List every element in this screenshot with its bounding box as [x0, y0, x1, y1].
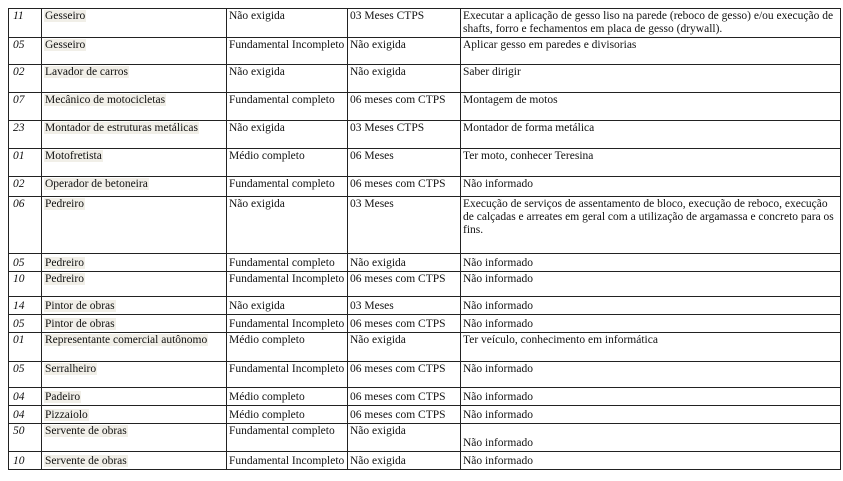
vacancies-cell — [9, 315, 42, 333]
experience-text: Não exigida — [350, 455, 406, 467]
experience-text: Não exigida — [350, 257, 406, 269]
vacancies-cell — [9, 362, 42, 388]
schooling-text: Fundamental Incompleto — [229, 273, 345, 285]
vacancies-cell — [9, 452, 42, 470]
experience-text: 06 meses com CTPS — [350, 318, 446, 330]
table-row — [9, 362, 841, 388]
schooling-text: Médio completo — [229, 391, 305, 403]
schooling-text: Fundamental Incompleto — [229, 39, 345, 51]
experience-cell — [348, 362, 461, 388]
vacancies-cell — [9, 38, 42, 65]
experience-cell — [348, 406, 461, 424]
schooling-text: Fundamental Incompleto — [229, 318, 345, 330]
duties-cell — [461, 452, 841, 470]
experience-text: Não exigida — [350, 334, 406, 346]
occupation-text: Gesseiro — [45, 10, 86, 22]
experience-cell — [348, 9, 461, 38]
occupation-text: Motofretista — [45, 150, 102, 162]
experience-text: 06 meses com CTPS — [350, 391, 446, 403]
duties-text: Montador de forma metálica — [463, 122, 595, 134]
vacancies-cell — [9, 65, 42, 93]
schooling-text: Não exigida — [229, 198, 285, 210]
occupation-text: Pedreiro — [45, 198, 84, 210]
experience-cell — [348, 315, 461, 333]
duties-cell — [461, 177, 841, 197]
schooling-cell — [227, 93, 348, 121]
occupation-cell — [42, 149, 227, 177]
experience-text: 03 Meses — [350, 198, 394, 210]
occupation-cell — [42, 388, 227, 406]
job-vacancies-table — [8, 8, 841, 470]
occupation-cell — [42, 177, 227, 197]
vacancies-cell — [9, 388, 42, 406]
duties-text: Não informado — [463, 273, 533, 285]
table-row — [9, 177, 841, 197]
vacancies-text: 05 — [13, 257, 25, 269]
duties-text: Execução de serviços de assentamento de bloco, execução de reboco, execução de calçadas e arreates em geral com a utilização de argamassa e concreto para os fins. — [463, 198, 834, 236]
vacancies-text: 02 — [13, 178, 25, 190]
schooling-cell — [227, 177, 348, 197]
duties-text: Montagem de motos — [463, 94, 558, 106]
schooling-text: Médio completo — [229, 150, 305, 162]
schooling-cell — [227, 333, 348, 362]
duties-cell — [461, 254, 841, 272]
occupation-text: Mecânico de motocicletas — [45, 94, 166, 106]
table-row — [9, 254, 841, 272]
duties-cell — [461, 406, 841, 424]
duties-text: Ter veículo, conhecimento em informática — [463, 334, 658, 346]
experience-text: Não exigida — [350, 39, 406, 51]
duties-text: Não informado — [463, 363, 533, 375]
duties-cell — [461, 424, 841, 452]
duties-text: Não informado — [463, 437, 533, 449]
table-row — [9, 452, 841, 470]
duties-text: Não informado — [463, 409, 533, 421]
schooling-cell — [227, 121, 348, 149]
occupation-cell — [42, 197, 227, 254]
duties-cell — [461, 93, 841, 121]
experience-cell — [348, 197, 461, 254]
duties-text: Executar a aplicação de gesso liso na parede (reboco de gesso) e/ou execução de shafts, forro e fechamentos em placa de gesso (drywall). — [463, 10, 834, 35]
table-row — [9, 38, 841, 65]
schooling-cell — [227, 452, 348, 470]
schooling-cell — [227, 149, 348, 177]
experience-text: 06 Meses — [350, 150, 394, 162]
occupation-cell — [42, 315, 227, 333]
occupation-cell — [42, 333, 227, 362]
experience-cell — [348, 254, 461, 272]
experience-text: 03 Meses CTPS — [350, 10, 425, 22]
duties-cell — [461, 65, 841, 93]
experience-cell — [348, 388, 461, 406]
vacancies-text: 10 — [13, 455, 25, 467]
vacancies-text: 01 — [13, 150, 25, 162]
occupation-cell — [42, 9, 227, 38]
schooling-cell — [227, 254, 348, 272]
schooling-text: Não exigida — [229, 300, 285, 312]
occupation-text: Serralheiro — [45, 363, 97, 375]
experience-cell — [348, 297, 461, 315]
occupation-text: Pedreiro — [45, 257, 84, 269]
table-row — [9, 272, 841, 297]
table-row — [9, 65, 841, 93]
duties-cell — [461, 121, 841, 149]
schooling-text: Fundamental Incompleto — [229, 455, 345, 467]
occupation-text: Gesseiro — [45, 39, 86, 51]
table-body — [9, 9, 841, 470]
occupation-cell — [42, 121, 227, 149]
schooling-text: Médio completo — [229, 334, 305, 346]
vacancies-text: 11 — [13, 10, 24, 22]
occupation-text: Padeiro — [45, 391, 81, 403]
duties-text: Não informado — [463, 178, 533, 190]
occupation-text: Montador de estruturas metálicas — [45, 122, 198, 134]
vacancies-text: 04 — [13, 391, 25, 403]
experience-text: 06 meses com CTPS — [350, 363, 446, 375]
occupation-cell — [42, 297, 227, 315]
vacancies-text: 14 — [13, 300, 25, 312]
schooling-text: Não exigida — [229, 66, 285, 78]
experience-text: 06 meses com CTPS — [350, 273, 446, 285]
experience-text: 03 Meses — [350, 300, 394, 312]
occupation-cell — [42, 362, 227, 388]
schooling-cell — [227, 424, 348, 452]
schooling-text: Médio completo — [229, 409, 305, 421]
duties-cell — [461, 272, 841, 297]
vacancies-cell — [9, 272, 42, 297]
duties-cell — [461, 197, 841, 254]
experience-text: Não exigida — [350, 425, 406, 437]
experience-cell — [348, 121, 461, 149]
vacancies-cell — [9, 333, 42, 362]
table-row — [9, 406, 841, 424]
vacancies-text: 05 — [13, 39, 25, 51]
occupation-text: Representante comercial autônomo — [45, 334, 208, 346]
vacancies-cell — [9, 254, 42, 272]
table-row — [9, 9, 841, 38]
table-row — [9, 388, 841, 406]
duties-text: Não informado — [463, 300, 533, 312]
duties-cell — [461, 362, 841, 388]
vacancies-text: 05 — [13, 363, 25, 375]
experience-text: 06 meses com CTPS — [350, 178, 446, 190]
vacancies-cell — [9, 149, 42, 177]
duties-cell — [461, 149, 841, 177]
occupation-text: Pizzaiolo — [45, 409, 88, 421]
schooling-cell — [227, 9, 348, 38]
schooling-cell — [227, 38, 348, 65]
occupation-text: Pintor de obras — [45, 300, 115, 312]
duties-text: Não informado — [463, 391, 533, 403]
table-row — [9, 333, 841, 362]
vacancies-text: 06 — [13, 198, 25, 210]
occupation-text: Servente de obras — [45, 425, 127, 437]
occupation-text: Operador de betoneira — [45, 178, 148, 190]
schooling-cell — [227, 65, 348, 93]
vacancies-text: 01 — [13, 334, 25, 346]
vacancies-cell — [9, 406, 42, 424]
duties-cell — [461, 388, 841, 406]
duties-text: Não informado — [463, 455, 533, 467]
vacancies-cell — [9, 9, 42, 38]
experience-text: 03 Meses CTPS — [350, 122, 425, 134]
duties-text: Não informado — [463, 257, 533, 269]
duties-cell — [461, 297, 841, 315]
table-row — [9, 315, 841, 333]
vacancies-cell — [9, 177, 42, 197]
experience-cell — [348, 38, 461, 65]
experience-cell — [348, 177, 461, 197]
schooling-text: Fundamental completo — [229, 178, 335, 190]
schooling-text: Não exigida — [229, 122, 285, 134]
occupation-text: Pintor de obras — [45, 318, 115, 330]
experience-cell — [348, 272, 461, 297]
vacancies-cell — [9, 93, 42, 121]
duties-text: Saber dirigir — [463, 66, 521, 78]
duties-cell — [461, 333, 841, 362]
vacancies-text: 23 — [13, 122, 25, 134]
experience-cell — [348, 65, 461, 93]
occupation-text: Servente de obras — [45, 455, 127, 467]
experience-cell — [348, 333, 461, 362]
vacancies-text: 04 — [13, 409, 25, 421]
schooling-cell — [227, 297, 348, 315]
schooling-cell — [227, 197, 348, 254]
occupation-cell — [42, 93, 227, 121]
occupation-cell — [42, 38, 227, 65]
duties-text: Aplicar gesso em paredes e divisorias — [463, 39, 637, 51]
duties-cell — [461, 9, 841, 38]
experience-cell — [348, 93, 461, 121]
duties-text: Não informado — [463, 318, 533, 330]
vacancies-text: 05 — [13, 318, 25, 330]
schooling-text: Fundamental completo — [229, 257, 335, 269]
schooling-cell — [227, 388, 348, 406]
experience-cell — [348, 424, 461, 452]
vacancies-text: 50 — [13, 425, 25, 437]
table-row — [9, 297, 841, 315]
occupation-cell — [42, 65, 227, 93]
experience-cell — [348, 149, 461, 177]
duties-cell — [461, 38, 841, 65]
vacancies-cell — [9, 121, 42, 149]
vacancies-cell — [9, 197, 42, 254]
occupation-cell — [42, 272, 227, 297]
schooling-cell — [227, 315, 348, 333]
vacancies-cell — [9, 297, 42, 315]
schooling-cell — [227, 272, 348, 297]
duties-cell — [461, 315, 841, 333]
occupation-cell — [42, 254, 227, 272]
table-row — [9, 197, 841, 254]
experience-text: 06 meses com CTPS — [350, 94, 446, 106]
vacancies-cell — [9, 424, 42, 452]
occupation-cell — [42, 406, 227, 424]
schooling-text: Fundamental completo — [229, 94, 335, 106]
vacancies-text: 02 — [13, 66, 25, 78]
vacancies-text: 10 — [13, 273, 25, 285]
table-row — [9, 149, 841, 177]
occupation-cell — [42, 424, 227, 452]
schooling-text: Fundamental completo — [229, 425, 335, 437]
schooling-cell — [227, 406, 348, 424]
table-row — [9, 93, 841, 121]
experience-text: 06 meses com CTPS — [350, 409, 446, 421]
occupation-cell — [42, 452, 227, 470]
table-row — [9, 424, 841, 452]
occupation-text: Lavador de carros — [45, 66, 129, 78]
experience-cell — [348, 452, 461, 470]
experience-text: Não exigida — [350, 66, 406, 78]
duties-text: Ter moto, conhecer Teresina — [463, 150, 594, 162]
vacancies-text: 07 — [13, 94, 25, 106]
schooling-text: Fundamental Incompleto — [229, 363, 345, 375]
schooling-cell — [227, 362, 348, 388]
occupation-text: Pedreiro — [45, 273, 84, 285]
schooling-text: Não exigida — [229, 10, 285, 22]
table-row — [9, 121, 841, 149]
